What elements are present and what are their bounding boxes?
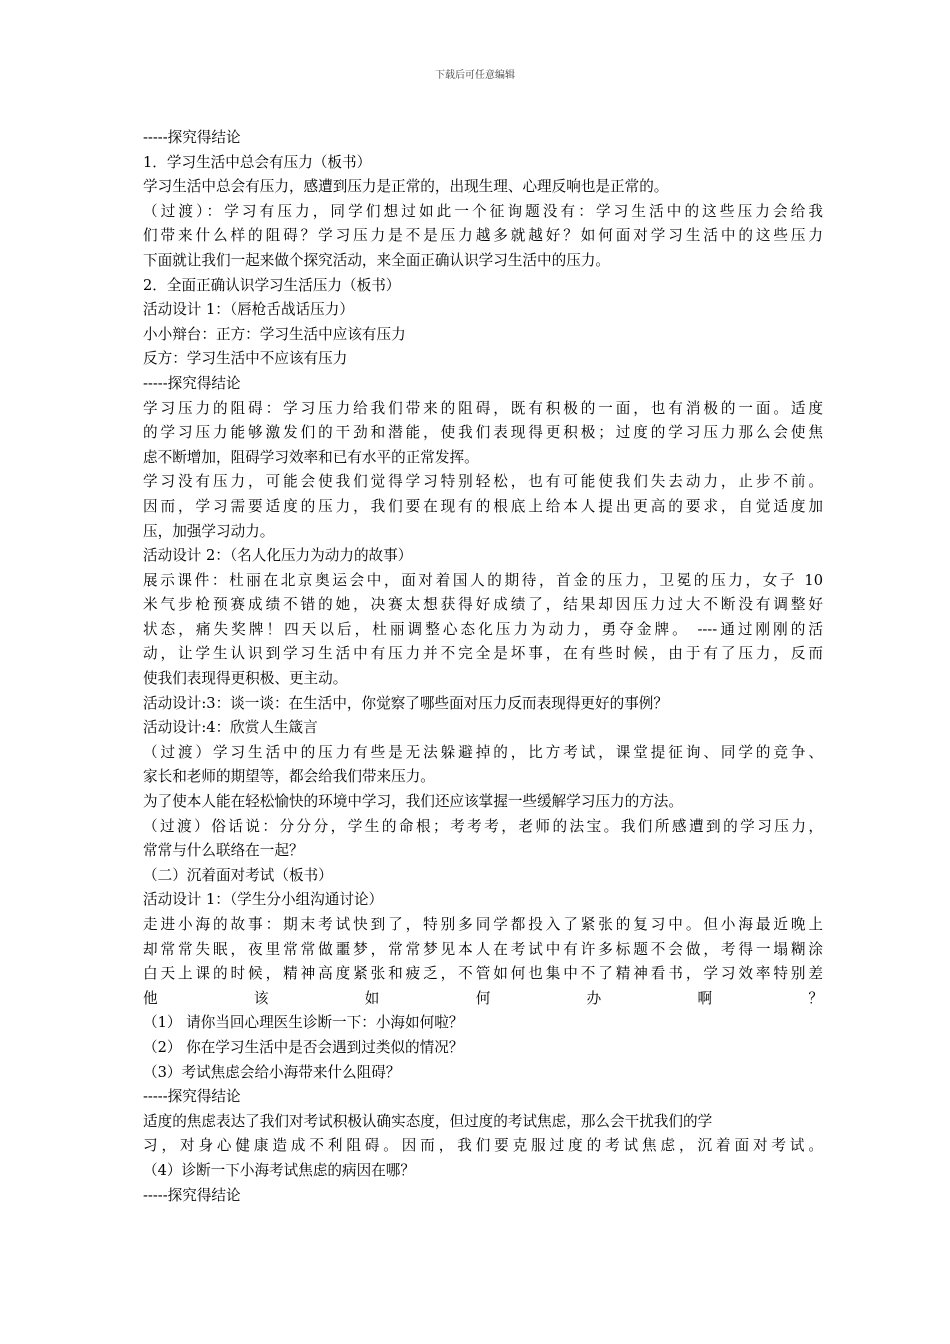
text-line: 2．全面正确认识学习生活压力（板书） <box>143 276 401 294</box>
text-line: 虑不断增加，阻碍学习效率和已有水平的正常发挥。 <box>143 448 479 466</box>
text-line: 们带来什么样的阻碍？学习压力是不是压力越多就越好？如何面对学习生活中的这些压力 <box>143 227 823 245</box>
document-body <box>143 126 823 1233</box>
text-line: （1） 请你当回心理医生诊断一下：小海如何啦？ <box>143 1014 464 1032</box>
text-line: -----探究得结论 <box>143 1088 241 1106</box>
text-line: 习，对身心健康造成不利阻碍。因而，我们要克服过度的考试焦虑，沉着面对考试。 <box>143 1137 823 1155</box>
text-line: 小小辩台：正方：学习生活中应该有压力 <box>143 325 406 343</box>
text-line: （3）考试焦虑会给小海带来什么阻碍？ <box>143 1063 401 1081</box>
text-line: （过渡）：学习有压力，同学们想过如此一个征询题没有：学习生活中的这些压力会给我 <box>143 202 823 220</box>
text-line: （4）诊断一下小海考试焦虑的病因在哪？ <box>143 1161 415 1179</box>
text-line: 活动设计:3：谈一谈：在生活中，你觉察了哪些面对压力反而表现得更好的事例？ <box>143 694 668 712</box>
text-line: 白天上课的时候，精神高度紧张和疲乏，不管如何也集中不了精神看书，学习效率特别差 <box>143 965 823 983</box>
text-line: 展示课件：杜丽在北京奥运会中，面对着国人的期待，首金的压力，卫冕的压力，女子 10 <box>143 571 823 589</box>
text-line: 走进小海的故事：期末考试快到了，特别多同学都投入了紧张的复习中。但小海最近晚上 <box>143 916 823 933</box>
text-line: 的学习压力能够激发们的干劲和潜能，使我们表现得更积极；过度的学习压力那么会使焦 <box>143 424 823 442</box>
text-line: 因而，学习需要适度的压力，我们要在现有的根底上给本人提出更高的要求，自觉适度加 <box>143 497 823 515</box>
text-line: -----探究得结论 <box>143 1186 241 1204</box>
text-line: 使我们表现得更积极、更主动。 <box>143 670 348 688</box>
text-line: 学习压力的阻碍：学习压力给我们带来的阻碍，既有积极的一面，也有消极的一面。适度 <box>143 399 823 417</box>
text-line: 常常与什么联络在一起？ <box>143 842 304 860</box>
text-line: 活动设计:4：欣赏人生箴言 <box>143 719 318 737</box>
text-line: 他该如何办啊？ <box>143 989 823 1007</box>
text-line: 活动设计 1：（唇枪舌战话压力） <box>143 301 354 319</box>
text-line: -----探究得结论 <box>143 129 241 146</box>
text-line: 动，让学生认识到学习生活中有压力并不完全是坏事，在有些时候，由于有了压力，反而 <box>143 645 823 663</box>
text-line: （过渡）学习生活中的压力有些是无法躲避掉的，比方考试，课堂提征询、同学的竞争、 <box>143 743 823 761</box>
text-line: 却常常失眠，夜里常常做噩梦，常常梦见本人在考试中有许多标题不会做，考得一塌糊涂 <box>143 940 823 958</box>
page-header: 下载后可任意编辑 <box>435 70 515 81</box>
text-line: 1．学习生活中总会有压力（板书） <box>143 153 372 171</box>
text-line: 为了使本人能在轻松愉快的环境中学习，我们还应该掌握一些缓解学习压力的方法。 <box>143 793 683 811</box>
text-line: 压，加强学习动力。 <box>143 522 275 540</box>
text-line: 活动设计 2：（名人化压力为动力的故事） <box>143 547 413 565</box>
text-line: 米气步枪预赛成绩不错的她，决赛太想获得好成绩了，结果却因压力过大不断没有调整好 <box>143 596 823 614</box>
text-line: -----探究得结论 <box>143 374 241 392</box>
text-line: 下面就让我们一起来做个探究活动，来全面正确认识学习生活中的压力。 <box>143 251 611 269</box>
text-line: 活动设计 1：（学生分小组沟通讨论） <box>143 891 384 909</box>
text-line: 家长和老师的期望等，都会给我们带来压力。 <box>143 768 435 786</box>
text-line <box>143 1208 823 1233</box>
text-line: 反方：学习生活中不应该有压力 <box>143 350 348 368</box>
text-line: （二）沉着面对考试（板书） <box>143 866 333 884</box>
text-line: （2） 你在学习生活中是否会遇到过类似的情况？ <box>143 1038 464 1056</box>
text-line: （过渡）俗话说：分分分，学生的命根；考考考，老师的法宝。我们所感遭到的学习压力， <box>143 817 823 835</box>
text-line: 学习没有压力，可能会使我们觉得学习特别轻松，也有可能使我们失去动力，止步不前。 <box>143 473 823 491</box>
text-line: 状态，痛失奖牌！四天以后，杜丽调整心态化压力为动力，勇夺金牌。 ----通过刚刚的活 <box>143 620 823 638</box>
text-line: 适度的焦虑表达了我们对考试积极认确实态度，但过度的考试焦虑，那么会干扰我们的学 <box>143 1112 713 1130</box>
text-line: 学习生活中总会有压力，感遭到压力是正常的，出现生理、心理反响也是正常的。 <box>143 178 669 196</box>
